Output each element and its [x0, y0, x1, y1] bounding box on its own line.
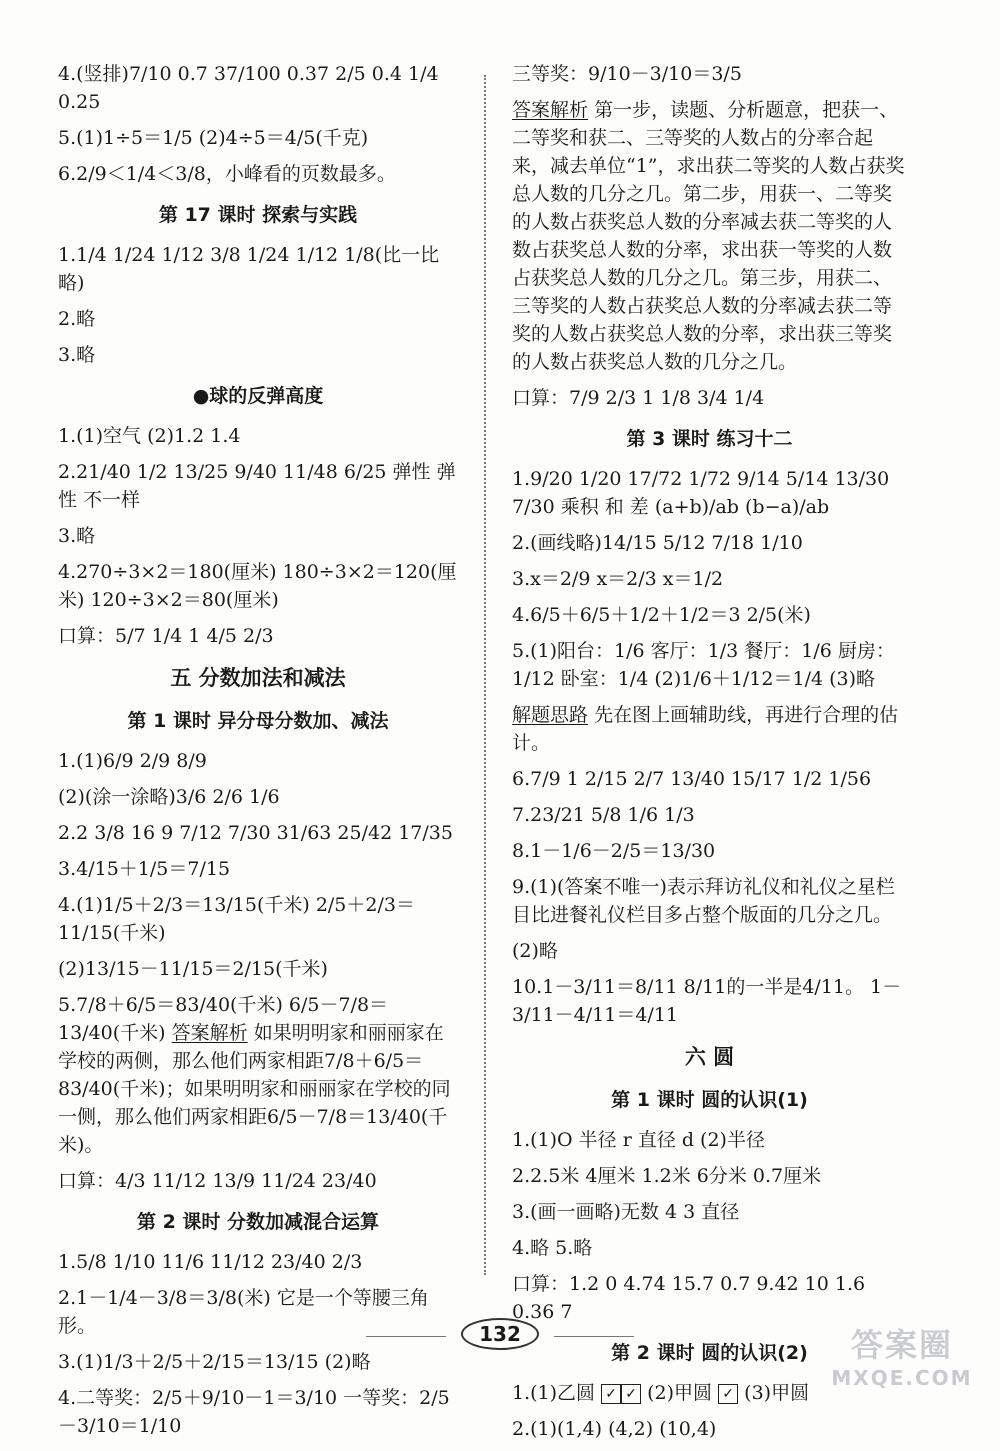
- right-column: [512, 60, 907, 1451]
- answer-text: 1.(1)O 半径 r 直径 d (2)半径: [512, 1129, 765, 1151]
- answer-text: 口算：1.2 0 4.74 15.7 0.7 9.42 10 1.6 0.36 7: [512, 1273, 866, 1323]
- answer-item: [58, 522, 458, 550]
- answer-item: [58, 855, 458, 883]
- answer-item: [512, 529, 907, 557]
- check-mark-icon: ✓: [601, 1384, 621, 1404]
- answer-item: [512, 565, 907, 593]
- answer-item: [58, 1348, 458, 1376]
- check-mark-icon: ✓: [718, 1384, 738, 1404]
- answer-text: 3.(画一画略)无数 4 3 直径: [512, 1201, 740, 1223]
- answer-text: (2)13/15－11/15＝2/15(千米): [58, 958, 328, 980]
- answer-text: 2.1－1/4－3/8＝3/8(米) 它是一个等腰三角形。: [58, 1287, 429, 1337]
- answer-item: [58, 422, 458, 450]
- answer-item: [512, 1234, 907, 1262]
- answer-text: (2)略: [512, 940, 558, 962]
- answer-text: (2)(涂一涂略)3/6 2/6 1/6: [58, 786, 280, 808]
- answer-item: [58, 305, 458, 333]
- section-heading: 第 1 课时 异分母分数加、减法: [127, 710, 389, 732]
- section-heading: 第 17 课时 探索与实践: [158, 204, 358, 226]
- answer-text: 2.21/40 1/2 13/25 9/40 11/48 6/25 弹性 弹性 不一样: [58, 461, 456, 511]
- answer-text: 2.2.5米 4厘米 1.2米 6分米 0.7厘米: [512, 1165, 822, 1187]
- answer-text: 3.(1)1/3＋2/5＋2/15＝13/15 (2)略: [58, 1351, 371, 1373]
- answer-text: 4.270÷3×2＝180(厘米) 180÷3×2＝120(厘米) 120÷3×2＝80(厘米): [58, 561, 457, 611]
- answer-item: [512, 96, 907, 376]
- answer-text: 2.(画线略)14/15 5/12 7/18 1/10: [512, 532, 803, 554]
- answer-item: [58, 783, 458, 811]
- answer-item: [512, 837, 907, 865]
- section-heading: 第 1 课时 圆的认识(1): [611, 1089, 808, 1111]
- answer-item: [512, 765, 907, 793]
- answer-text: 4.6/5＋6/5＋1/2＋1/2＝3 2/5(米): [512, 604, 811, 626]
- answer-item: [58, 160, 458, 188]
- answer-item: [512, 873, 907, 929]
- check-mark-icon: ✓: [621, 1384, 641, 1404]
- answer-item: [58, 341, 458, 369]
- section-heading: 五 分数加法和减法: [170, 666, 346, 690]
- explanation-tag: 解题思路: [512, 704, 589, 726]
- answer-item: [58, 819, 458, 847]
- answer-item: [58, 747, 458, 775]
- explanation-text: 如果明明家和丽丽家在学校的两侧，那么他们两家相距7/8＋6/5＝83/40(千米)；如果明明家和丽丽家在学校的同一侧，那么他们两家相距6/5－7/8＝13/40(千米)。: [58, 1022, 451, 1156]
- answer-text: 1.(1)空气 (2)1.2 1.4: [58, 425, 241, 447]
- answer-text: 1.1/4 1/24 1/12 3/8 1/24 1/12 1/8(比一比略): [58, 244, 440, 294]
- explanation-text: 第一步，读题、分析题意，把获一、二等奖和获二、三等奖的人数占的分率合起来，减去单位“1”，求出获二等奖的人数占获奖总人数的几分之几。第二步，用获一、二等奖的人数占获奖总人数的分率减去获二等奖的人数占获奖总人数的分率，求出获一等奖的人数占获奖总人数的几分之几。第三步，用获二、三等奖的人数占获奖总人数的分率减去获二等奖的人数占获奖总人数的分率，求出获三等奖的人数占获奖总人数的几分之几。: [512, 99, 905, 373]
- answer-item: [512, 801, 907, 829]
- answer-text: 3.x＝2/9 x＝2/3 x＝1/2: [512, 568, 724, 590]
- answer-item: [58, 622, 458, 650]
- footer-rule-right: [554, 1336, 634, 1337]
- section-heading: 第 2 课时 分数加减混合运算: [136, 1211, 380, 1233]
- answer-text: 口算：7/9 2/3 1 1/8 3/4 1/4: [512, 387, 765, 409]
- site-watermark: [822, 1320, 982, 1390]
- answer-text: 3.略: [58, 525, 96, 547]
- answer-item: [58, 1384, 458, 1440]
- answer-text: 5.(1)阳台：1/6 客厅：1/3 餐厅：1/6 厨房：1/12 卧室：1/4 (2)1/6＋1/12＝1/4 (3)略: [512, 640, 895, 690]
- answer-text: 2.(1)(1,4) (4,2) (10,4): [512, 1418, 717, 1440]
- answer-item: [58, 241, 458, 297]
- answer-text: 5.(1)1÷5＝1/5 (2)4÷5＝4/5(千克): [58, 127, 369, 149]
- answer-text: 1.(1)乙圆: [512, 1382, 596, 1404]
- answer-item: [58, 458, 458, 514]
- answer-text: 7.23/21 5/8 1/6 1/3: [512, 804, 695, 826]
- column-divider: [484, 75, 486, 1275]
- explanation-tag: 答案解析: [171, 1022, 248, 1044]
- answer-item: [58, 60, 458, 116]
- answer-text: 4.略 5.略: [512, 1237, 593, 1259]
- answer-text: 4.二等奖：2/5＋9/10－1＝3/10 一等奖：2/5－3/10＝1/10: [58, 1387, 450, 1437]
- answer-text: 口算：5/7 1/4 1 4/5 2/3: [58, 625, 274, 647]
- watermark-logo-text: 答案圈: [850, 1326, 953, 1364]
- answer-item: [512, 601, 907, 629]
- left-column: [58, 60, 458, 1448]
- answer-text: 6.2/9＜1/4＜3/8，小峰看的页数最多。: [58, 163, 396, 185]
- section-heading: 第 2 课时 圆的认识(2): [611, 1342, 808, 1364]
- answer-item: [58, 955, 458, 983]
- answer-text: 三等奖：9/10－3/10＝3/5: [512, 63, 742, 85]
- answer-item: [512, 1126, 907, 1154]
- answer-text: 10.1－3/11＝8/11 8/11的一半是4/11。 1－3/11－4/11＝4/11: [512, 976, 902, 1026]
- answer-text: 8.1－1/6－2/5＝13/30: [512, 840, 716, 862]
- answer-text: 6.7/9 1 2/15 2/7 13/40 15/17 1/2 1/56: [512, 768, 872, 790]
- answer-item: [58, 991, 458, 1159]
- section-heading: 六 圆: [684, 1045, 735, 1069]
- answer-text: 1.9/20 1/20 17/72 1/72 9/14 5/14 13/30 7/30 乘积 和 差 (a+b)/ab (b−a)/ab: [512, 468, 890, 518]
- answer-item: [58, 558, 458, 614]
- answer-item: [512, 973, 907, 1029]
- answer-item: [512, 1415, 907, 1443]
- answer-text: 3.略: [58, 344, 96, 366]
- answer-item: [512, 1162, 907, 1190]
- answer-item: [58, 891, 458, 947]
- answer-text: 1.5/8 1/10 11/6 11/12 23/40 2/3: [58, 1251, 363, 1273]
- answer-text: 2.2 3/8 16 9 7/12 7/30 31/63 25/42 17/35: [58, 822, 453, 844]
- explanation-tag: 答案解析: [512, 99, 589, 121]
- answer-choice: (3)甲圆: [744, 1382, 810, 1404]
- answer-choice: (2)甲圆: [647, 1382, 713, 1404]
- answer-item: [512, 1198, 907, 1226]
- answer-text: 4.(1)1/5＋2/3＝13/15(千米) 2/5＋2/3＝11/15(千米): [58, 894, 415, 944]
- answer-item: [512, 637, 907, 693]
- explanation-text: 先在图上画辅助线，再进行合理的估计。: [512, 704, 899, 754]
- answer-text: 4.(竖排)7/10 0.7 37/100 0.37 2/5 0.4 1/4 0.25: [58, 63, 439, 113]
- answer-item: [512, 384, 907, 412]
- answer-text: 9.(1)(答案不唯一)表示拜访礼仪和礼仪之星栏目比进餐礼仪栏目多占整个版面的几分之几。: [512, 876, 895, 926]
- answer-item: [58, 1167, 458, 1195]
- watermark-url: MXQE.COM: [831, 1366, 973, 1390]
- answer-item: [512, 701, 907, 757]
- answer-text: 3.4/15＋1/5＝7/15: [58, 858, 231, 880]
- section-heading: ●球的反弹高度: [192, 385, 324, 407]
- answer-item: [58, 1248, 458, 1276]
- answer-text: 5.7/8＋6/5＝83/40(千米) 6/5－7/8＝13/40(千米): [58, 994, 389, 1044]
- answer-item: [58, 124, 458, 152]
- answer-item: [512, 465, 907, 521]
- answer-text: 口算：4/3 11/12 13/9 11/24 23/40: [58, 1170, 377, 1192]
- answer-text: 1.(1)6/9 2/9 8/9: [58, 750, 207, 772]
- page-number: 132: [461, 1318, 539, 1350]
- answer-item: [512, 60, 907, 88]
- section-heading: 第 3 课时 练习十二: [626, 428, 793, 450]
- footer-rule-left: [366, 1336, 446, 1337]
- answer-text: 2.略: [58, 308, 96, 330]
- answer-item: [512, 937, 907, 965]
